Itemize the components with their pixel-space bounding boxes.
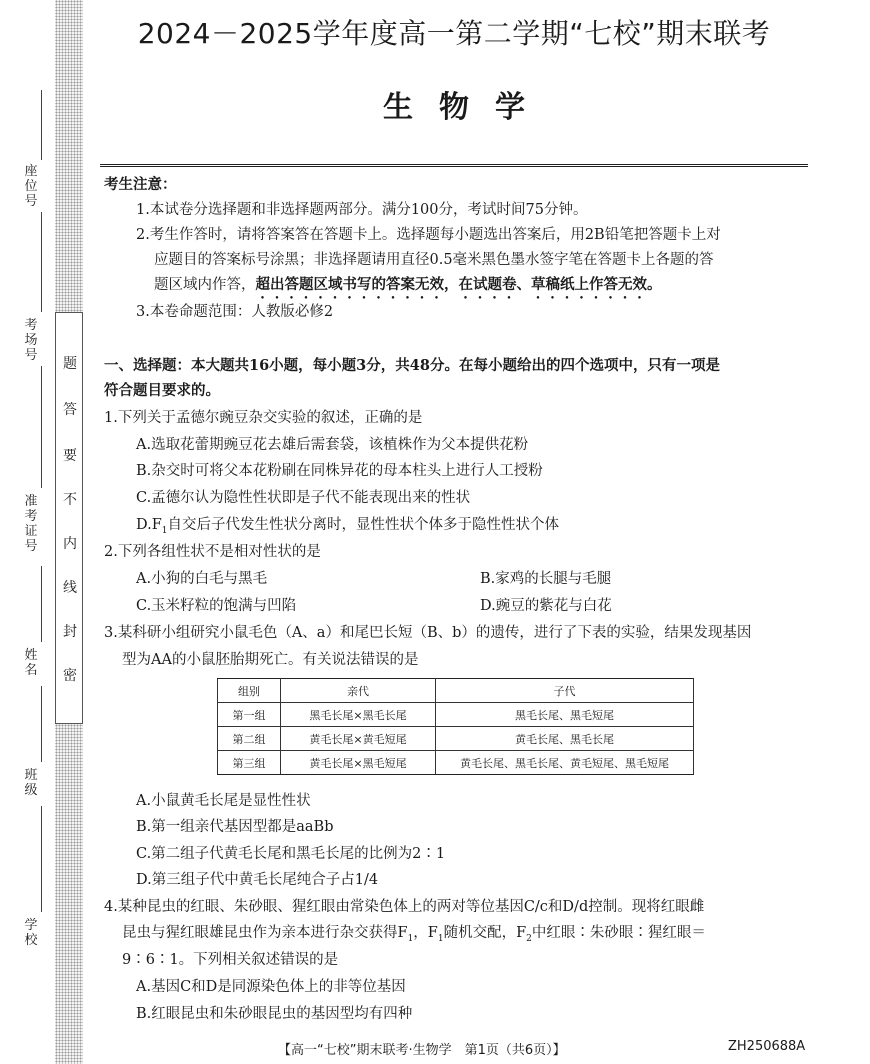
q1-option-d (136, 516, 559, 540)
label-seat-number: 座位号 (24, 164, 38, 209)
q4-stem-line-1: 4.某种昆虫的红眼、朱砂眼、猩红眼由常染色体上的两对等位基因C/c和D/d控制。现将红眼雌 (104, 899, 705, 915)
q1-d-sub: 1 (161, 525, 168, 536)
table-header: 亲代 (281, 679, 436, 703)
table-row (218, 703, 694, 727)
q3-option-b: B.第一组亲代基因型都是aaBb (136, 819, 334, 835)
q1-stem: 1.下列关于孟德尔豌豆杂交实验的叙述，正确的是 (104, 410, 423, 426)
fill-line-name (41, 566, 42, 642)
subject-title: 生物学 (383, 90, 551, 125)
exam-title: 2024－2025学年度高一第二学期“七校”期末联考 (137, 17, 771, 50)
q4-stem-part: 中红眼∶朱砂眼∶猩红眼＝ (531, 925, 706, 941)
notice-heading: 考生注意： (104, 176, 177, 193)
notice-item-3: 3.本卷命题范围：人教版必修2 (136, 304, 334, 320)
label-exam-room: 考场号 (24, 318, 38, 363)
q3-table (217, 678, 694, 775)
q4-sub: 2 (526, 933, 532, 944)
notice-item-2-line-3 (154, 276, 662, 302)
seal-char: 密 (63, 668, 77, 684)
q4-sub: 1 (437, 933, 444, 944)
notice-emphasis: 超出答题区域书写的答案无效，在试题卷、草稿纸上作答无效。 (255, 276, 662, 293)
table-cell: 第一组 (218, 703, 281, 727)
table-cell: 黄毛长尾×黑毛短尾 (281, 751, 436, 775)
q3-option-a: A.小鼠黄毛长尾是显性性状 (136, 793, 311, 809)
fill-line-class (41, 686, 42, 762)
q4-stem-part: 昆虫与猩红眼雄昆虫作为亲本进行杂交获得F (122, 925, 408, 941)
table-cell: 第二组 (218, 727, 281, 751)
q1-option-b: B.杂交时可将父本花粉刷在同株异花的母本柱头上进行人工授粉 (136, 463, 543, 479)
binding-hatch-top (55, 0, 83, 312)
header-rule (100, 164, 808, 167)
q3-stem-line-2: 型为AA的小鼠胚胎期死亡。有关说法错误的是 (122, 652, 419, 668)
q4-option-b: B.红眼昆虫和朱砂眼昆虫的基因型均有四种 (136, 1006, 413, 1022)
seal-char: 线 (63, 580, 77, 596)
seal-char: 要 (63, 448, 77, 464)
q3-stem-line-1: 3.某科研小组研究小鼠毛色（A、a）和尾巴长短（B、b）的遗传，进行了下表的实验，结果发现基因 (104, 625, 752, 641)
table-header-row (218, 679, 694, 703)
fill-line-seat (41, 90, 42, 160)
q3-option-d: D.第三组子代中黄毛长尾纯合子占1/4 (136, 872, 379, 888)
q4-stem-part: 随机交配，F (443, 925, 527, 941)
q1-option-a: A.选取花蕾期豌豆花去雄后需套袋，该植株作为父本提供花粉 (136, 437, 529, 453)
table-row (218, 751, 694, 775)
notice-item-2-line-2: 应题目的答案标号涂黑；非选择题请用直径0.5毫米黑色墨水签字笔在答题卡上各题的答 (154, 252, 714, 268)
seal-char: 不 (63, 492, 77, 508)
label-class: 班级 (24, 768, 38, 798)
table-header: 子代 (436, 679, 694, 703)
seal-char: 封 (63, 624, 77, 640)
q3-option-c: C.第二组子代黄毛长尾和黑毛长尾的比例为2∶1 (136, 846, 446, 862)
label-ticket-number: 准考证号 (24, 494, 38, 554)
footer-page-info: 【高一“七校”期末联考·生物学 第1页（共6页）】 (278, 1043, 566, 1058)
table-header: 组别 (218, 679, 281, 703)
q2-option-c: C.玉米籽粒的饱满与凹陷 (136, 598, 297, 614)
table-row (218, 727, 694, 751)
table-cell: 黑毛长尾×黑毛长尾 (281, 703, 436, 727)
table-cell: 黄毛长尾、黑毛长尾 (436, 727, 694, 751)
footer-code: ZH250688A (728, 1039, 806, 1054)
q2-option-d: D.豌豆的紫花与白花 (480, 598, 612, 614)
fill-line-ticket (41, 366, 42, 488)
q2-stem: 2.下列各组性状不是相对性状的是 (104, 544, 321, 560)
fill-line-school (41, 806, 42, 912)
seal-char: 题 (63, 356, 77, 372)
section-1-heading: 一、选择题：本大题共16小题，每小题3分，共48分。在每小题给出的四个选项中，只有一项是 (104, 357, 720, 374)
q4-sub: 1 (407, 933, 414, 944)
notice-item-2-line-1: 2.考生作答时，请将答案答在答题卡上。选择题每小题选出答案后，用2B铅笔把答题卡上对 (136, 227, 721, 243)
q1-option-c: C.孟德尔认为隐性性状即是子代不能表现出来的性状 (136, 490, 471, 506)
table-cell: 第三组 (218, 751, 281, 775)
table-cell: 黄毛长尾、黑毛长尾、黄毛短尾、黑毛短尾 (436, 751, 694, 775)
q4-option-a: A.基因C和D是同源染色体上的非等位基因 (136, 979, 406, 995)
label-name: 姓名 (24, 648, 38, 678)
seal-char: 内 (63, 536, 77, 552)
q4-stem-part: ，F (413, 925, 438, 941)
q1-d-post: 自交后子代发生性状分离时，显性性状个体多于隐性性状个体 (167, 517, 560, 533)
q2-option-a: A.小狗的白毛与黑毛 (136, 571, 268, 587)
q4-stem-line-2 (122, 924, 706, 948)
binding-hatch-bottom (55, 724, 83, 1064)
label-school: 学校 (24, 918, 38, 948)
seal-char: 答 (63, 402, 77, 418)
q2-option-b: B.家鸡的长腿与毛腿 (480, 571, 612, 587)
section-1-heading-cont: 符合题目要求的。 (104, 382, 220, 399)
seal-line-box (55, 312, 83, 724)
notice-item-2-line-3-plain: 题区域内作答， (154, 277, 256, 293)
q1-d-pre: D.F (136, 517, 162, 533)
table-cell: 黑毛长尾、黑毛短尾 (436, 703, 694, 727)
notice-item-1: 1.本试卷分选择题和非选择题两部分。满分100分，考试时间75分钟。 (136, 202, 588, 218)
fill-line-room (41, 212, 42, 312)
table-cell: 黄毛长尾×黄毛短尾 (281, 727, 436, 751)
q4-stem-line-3: 9∶6∶1。下列相关叙述错误的是 (122, 952, 339, 968)
